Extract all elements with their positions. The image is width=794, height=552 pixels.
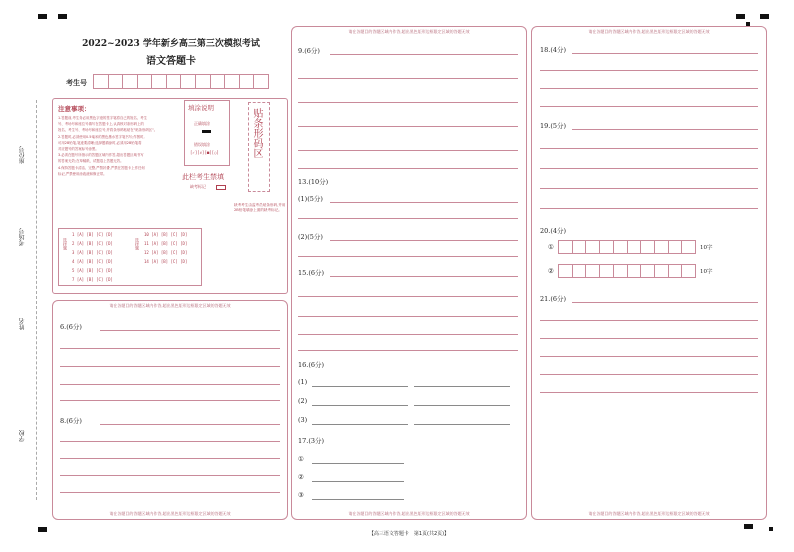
question-15: 15.(6分) xyxy=(298,269,325,277)
question-13-2: (2)(5分) xyxy=(298,233,323,241)
answer-line[interactable] xyxy=(330,54,518,55)
question-19: 19.(5分) xyxy=(540,122,567,130)
question-17-2: ② xyxy=(298,473,304,481)
answer-line[interactable] xyxy=(60,441,280,442)
school-label: 学校 xyxy=(19,430,26,442)
answer-line[interactable] xyxy=(298,218,518,219)
question-20: 20.(4分) xyxy=(540,227,567,235)
question-20-1: ① xyxy=(548,243,554,251)
choice-row[interactable]: 7 [A] [B] [C] [D] xyxy=(72,277,113,282)
answer-line[interactable] xyxy=(312,463,404,464)
answer-line[interactable] xyxy=(540,338,758,339)
answer-line[interactable] xyxy=(540,208,758,209)
registration-mark xyxy=(744,524,753,529)
question-6: 6.(6分) xyxy=(60,323,82,331)
question-8: 8.(6分) xyxy=(60,417,82,425)
question-20-2: ② xyxy=(548,267,554,275)
answer-panel-middle xyxy=(291,26,527,520)
choice-group2-label: 选择题 xyxy=(135,238,140,250)
question-16-3: (3) xyxy=(298,416,308,424)
fill-heading: 填涂说明 xyxy=(188,104,214,112)
choice-row[interactable]: 5 [A] [B] [C] [D] xyxy=(72,268,113,273)
card-subtitle: 语文答题卡 xyxy=(146,56,196,67)
answer-line[interactable] xyxy=(60,458,280,459)
answer-line[interactable] xyxy=(540,188,758,189)
answer-line[interactable] xyxy=(312,386,408,387)
answer-line[interactable] xyxy=(298,168,518,169)
registration-mark xyxy=(38,14,47,19)
answer-line[interactable] xyxy=(298,256,518,257)
answer-line[interactable] xyxy=(60,400,280,401)
exam-room-label: 考场号 xyxy=(19,228,26,246)
char-grid-row-2[interactable] xyxy=(558,264,696,278)
char-grid-row-1[interactable] xyxy=(558,240,696,254)
answer-line[interactable] xyxy=(330,202,518,203)
answer-line[interactable] xyxy=(100,330,280,331)
answer-line[interactable] xyxy=(298,78,518,79)
question-21: 21.(6分) xyxy=(540,295,567,303)
registration-mark xyxy=(769,527,773,531)
answer-line[interactable] xyxy=(540,88,758,89)
question-17-3: ③ xyxy=(298,491,304,499)
answer-line[interactable] xyxy=(298,296,518,297)
registration-mark xyxy=(760,14,769,19)
answer-line[interactable] xyxy=(60,348,280,349)
choice-row[interactable]: 4 [A] [B] [C] [D] xyxy=(72,259,113,264)
answer-line[interactable] xyxy=(100,424,280,425)
answer-line[interactable] xyxy=(540,70,758,71)
exam-number-boxes[interactable] xyxy=(93,74,269,89)
answer-line[interactable] xyxy=(60,492,280,493)
question-18: 18.(4分) xyxy=(540,46,567,54)
answer-line[interactable] xyxy=(540,374,758,375)
question-13-1: (1)(5分) xyxy=(298,195,323,203)
answer-line[interactable] xyxy=(330,240,518,241)
wrong-fill-label: 错误填涂 xyxy=(194,142,210,147)
answer-line[interactable] xyxy=(540,356,758,357)
choice-row[interactable]: 10 [A] [B] [C] [D] xyxy=(144,232,188,237)
no-fill-notice: 此栏考生禁填 xyxy=(182,173,224,181)
answer-line[interactable] xyxy=(298,126,518,127)
panel-warning-bottom: 请在各题目的答题区域内作答,超出黑色矩形边框限定区域的答题无效 xyxy=(348,511,470,516)
choice-row[interactable]: 14 [A] [B] [C] [D] xyxy=(144,259,188,264)
answer-line[interactable] xyxy=(572,129,758,130)
panel-warning-bottom: 请在各题目的答题区域内作答,超出黑色矩形边框限定区域的答题无效 xyxy=(109,511,231,516)
panel-warning: 请在各题目的答题区域内作答,超出黑色矩形边框限定区域的答题无效 xyxy=(109,303,231,308)
panel-warning: 请在各题目的答题区域内作答,超出黑色矩形边框限定区域的答题无效 xyxy=(588,29,710,34)
question-16-2: (2) xyxy=(298,397,308,405)
choice-row[interactable]: 2 [A] [B] [C] [D] xyxy=(72,241,113,246)
choice-row[interactable]: 3 [A] [B] [C] [D] xyxy=(72,250,113,255)
question-9: 9.(6分) xyxy=(298,47,320,55)
absent-note: 缺考考生由监考员贴条形码,并用2B铅笔填涂上面的缺考标记。 xyxy=(234,203,286,212)
registration-mark xyxy=(736,14,745,19)
answer-line[interactable] xyxy=(414,386,510,387)
correct-fill-sample xyxy=(202,130,211,133)
question-20-unit-1: 10字 xyxy=(700,245,713,251)
exam-number-label: 考生号 xyxy=(66,79,87,87)
answer-panel-left xyxy=(52,300,288,520)
question-16: 16.(6分) xyxy=(298,361,325,369)
answer-line[interactable] xyxy=(572,302,758,303)
question-17-1: ① xyxy=(298,455,304,463)
answer-line[interactable] xyxy=(540,320,758,321)
barcode-text: 贴条形码区 xyxy=(251,108,262,158)
question-13: 13.(10分) xyxy=(298,178,329,186)
registration-mark xyxy=(38,527,47,532)
answer-line[interactable] xyxy=(298,102,518,103)
choice-row[interactable]: 12 [A] [B] [C] [D] xyxy=(144,250,188,255)
name-label: 姓名 xyxy=(19,318,26,330)
answer-line[interactable] xyxy=(540,106,758,107)
panel-warning-bottom: 请在各题目的答题区域内作答,超出黑色矩形边框限定区域的答题无效 xyxy=(588,511,710,516)
choice-row[interactable]: 11 [A] [B] [C] [D] xyxy=(144,241,188,246)
question-17: 17.(3分) xyxy=(298,437,325,445)
panel-warning: 请在各题目的答题区域内作答,超出黑色矩形边框限定区域的答题无效 xyxy=(348,29,470,34)
answer-line[interactable] xyxy=(540,148,758,149)
answer-line[interactable] xyxy=(60,384,280,385)
answer-line[interactable] xyxy=(60,475,280,476)
choice-group1-label: 选择题 xyxy=(63,238,68,250)
registration-mark xyxy=(58,14,67,19)
question-16-1: (1) xyxy=(298,378,308,386)
question-20-unit-2: 10字 xyxy=(700,269,713,275)
answer-line[interactable] xyxy=(298,350,518,351)
answer-line[interactable] xyxy=(298,316,518,317)
absent-checkbox[interactable] xyxy=(216,185,226,190)
answer-line[interactable] xyxy=(572,53,758,54)
answer-line[interactable] xyxy=(60,366,280,367)
page-footer: 【高三语文答题卡 第1页(共2页)】 xyxy=(368,531,450,537)
answer-line[interactable] xyxy=(312,405,408,406)
seat-label: 座位号 xyxy=(19,146,26,164)
correct-fill-label: 正确填涂 xyxy=(194,121,210,126)
answer-line[interactable] xyxy=(298,150,518,151)
answer-line[interactable] xyxy=(414,424,510,425)
notes-heading: 注意事项： xyxy=(58,105,91,113)
absent-label: 缺考标记 xyxy=(190,184,206,189)
answer-line[interactable] xyxy=(298,334,518,335)
choice-row[interactable]: 1 [A] [B] [C] [D] xyxy=(72,232,113,237)
answer-line[interactable] xyxy=(414,405,510,406)
answer-line[interactable] xyxy=(330,276,518,277)
notes-list: 1.答题前,考生务必用黑色字迹的签字笔将自己的姓名、考生 号、考场号和座位号填写在答题卡上,认真核对条形码上的 姓名、考生号、考场号和座位号,并将条形码粘贴在"贴条形码区"。 2.答题时,必须使用0.5毫米的黑色墨水签字笔书写;作图时, 可用2B铅笔,笔迹要清晰;选择题填涂时,必须用2B铅笔将 对应题号的答案标号涂黑。 3.必须在题号所指示的答题区域内作答,超出答题区域书写 的答案无效;在草稿纸、试题卷上答题无效。 4.保持答题卡清洁、完整,严禁折叠,严禁在答题卡上作任何 标记,严禁使用涂改液和修正带。 xyxy=(58,116,158,176)
answer-line[interactable] xyxy=(312,424,408,425)
answer-line[interactable] xyxy=(312,499,404,500)
answer-line[interactable] xyxy=(540,392,758,393)
exam-title: 2022~2023 学年新乡高三第三次模拟考试 xyxy=(82,39,260,49)
answer-line[interactable] xyxy=(312,481,404,482)
answer-line[interactable] xyxy=(540,168,758,169)
wrong-fill-sample: [✓][✗][■][○] xyxy=(190,150,219,155)
binding-line xyxy=(36,100,37,500)
